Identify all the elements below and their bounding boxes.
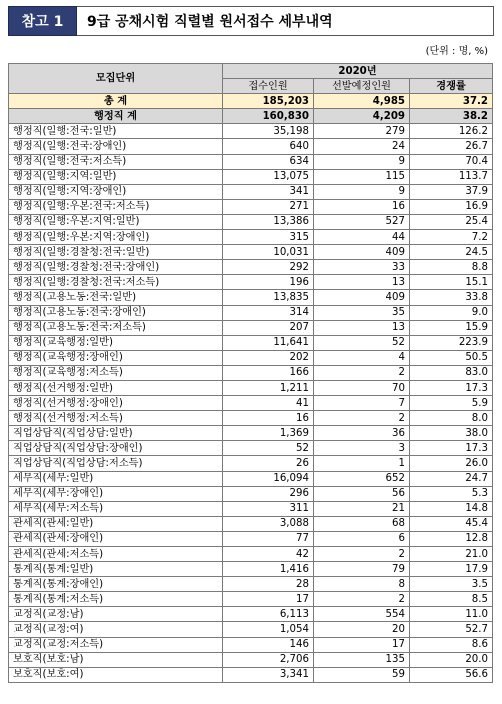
row-ratio: 9.0 <box>410 305 493 320</box>
row-ratio: 26.0 <box>410 456 493 471</box>
row-applicants: 13,835 <box>223 290 314 305</box>
row-name: 행정직(고용노동:전국:일반) <box>9 290 223 305</box>
row-name: 관세직(관세:일반) <box>9 516 223 531</box>
table-row <box>9 214 493 229</box>
row-ratio: 52.7 <box>410 622 493 637</box>
row-applicants: 634 <box>223 154 314 169</box>
row-ratio: 126.2 <box>410 124 493 139</box>
row-name: 세무직(세무:저소득) <box>9 501 223 516</box>
row-ratio: 223.9 <box>410 335 493 350</box>
row-planned: 279 <box>314 124 410 139</box>
table-row <box>9 441 493 456</box>
row-name: 행정직(선거행정:일반) <box>9 380 223 395</box>
table-row <box>9 607 493 622</box>
row-applicants: 77 <box>223 531 314 546</box>
row-ratio: 25.4 <box>410 214 493 229</box>
row-ratio: 38.0 <box>410 426 493 441</box>
row-ratio: 70.4 <box>410 154 493 169</box>
table-row <box>9 380 493 395</box>
column-header-applicants: 접수인원 <box>223 79 314 94</box>
row-ratio: 8.8 <box>410 260 493 275</box>
row-planned: 68 <box>314 516 410 531</box>
table-row <box>9 184 493 199</box>
row-name: 직업상담직(직업상담:저소득) <box>9 456 223 471</box>
subtotal-ratio: 38.2 <box>410 109 493 124</box>
row-planned: 2 <box>314 592 410 607</box>
row-applicants: 28 <box>223 577 314 592</box>
row-name: 관세직(관세:장애인) <box>9 531 223 546</box>
row-name: 보호직(보호:남) <box>9 652 223 667</box>
row-applicants: 166 <box>223 365 314 380</box>
total-ratio: 37.2 <box>410 94 493 109</box>
row-name: 행정직(일행:경찰청:전국:일반) <box>9 245 223 260</box>
table-row <box>9 456 493 471</box>
row-ratio: 21.0 <box>410 547 493 562</box>
row-name: 행정직(일행:경찰청:전국:장애인) <box>9 260 223 275</box>
row-applicants: 146 <box>223 637 314 652</box>
row-applicants: 35,198 <box>223 124 314 139</box>
row-name: 직업상담직(직업상담:일반) <box>9 426 223 441</box>
row-name: 행정직(고용노동:전국:저소득) <box>9 320 223 335</box>
table-row <box>9 139 493 154</box>
row-planned: 527 <box>314 214 410 229</box>
total-applicants: 185,203 <box>223 94 314 109</box>
row-planned: 409 <box>314 290 410 305</box>
row-name: 세무직(세무:일반) <box>9 471 223 486</box>
row-ratio: 50.5 <box>410 350 493 365</box>
row-planned: 4 <box>314 350 410 365</box>
row-ratio: 24.5 <box>410 245 493 260</box>
row-name: 행정직(일행:전국:저소득) <box>9 154 223 169</box>
row-planned: 652 <box>314 471 410 486</box>
total-planned: 4,985 <box>314 94 410 109</box>
table-row <box>9 245 493 260</box>
row-name: 교정직(교정:저소득) <box>9 637 223 652</box>
table-row <box>9 396 493 411</box>
row-applicants: 2,706 <box>223 652 314 667</box>
row-applicants: 3,341 <box>223 667 314 682</box>
row-applicants: 3,088 <box>223 516 314 531</box>
row-planned: 24 <box>314 139 410 154</box>
row-applicants: 1,416 <box>223 562 314 577</box>
row-planned: 115 <box>314 169 410 184</box>
row-planned: 9 <box>314 154 410 169</box>
row-name: 행정직(일행:우본:지역:일반) <box>9 214 223 229</box>
column-header-planned: 선발예정인원 <box>314 79 410 94</box>
row-name: 행정직(교육행정:장애인) <box>9 350 223 365</box>
row-ratio: 26.7 <box>410 139 493 154</box>
table-row <box>9 426 493 441</box>
row-applicants: 6,113 <box>223 607 314 622</box>
row-applicants: 17 <box>223 592 314 607</box>
row-applicants: 314 <box>223 305 314 320</box>
row-name: 통계직(통계:장애인) <box>9 577 223 592</box>
column-header-unit: 모집단위 <box>9 64 223 94</box>
row-applicants: 341 <box>223 184 314 199</box>
row-ratio: 17.9 <box>410 562 493 577</box>
row-applicants: 16,094 <box>223 471 314 486</box>
table-row <box>9 501 493 516</box>
table-row <box>9 667 493 682</box>
subtotal-applicants: 160,830 <box>223 109 314 124</box>
table-row <box>9 260 493 275</box>
row-name: 직업상담직(직업상담:장애인) <box>9 441 223 456</box>
reference-badge: 참고 1 <box>8 6 77 36</box>
row-ratio: 15.1 <box>410 275 493 290</box>
row-applicants: 52 <box>223 441 314 456</box>
row-applicants: 26 <box>223 456 314 471</box>
row-planned: 2 <box>314 411 410 426</box>
table-row <box>9 320 493 335</box>
row-applicants: 207 <box>223 320 314 335</box>
row-ratio: 113.7 <box>410 169 493 184</box>
header-row-year <box>9 64 493 79</box>
table-row <box>9 124 493 139</box>
application-table <box>8 63 493 683</box>
row-name: 행정직(일행:우본:지역:장애인) <box>9 230 223 245</box>
row-planned: 135 <box>314 652 410 667</box>
row-ratio: 8.0 <box>410 411 493 426</box>
row-planned: 6 <box>314 531 410 546</box>
row-planned: 7 <box>314 396 410 411</box>
row-ratio: 14.8 <box>410 501 493 516</box>
unit-note: (단위 : 명, %) <box>425 46 488 57</box>
table-row <box>9 275 493 290</box>
row-planned: 1 <box>314 456 410 471</box>
row-ratio: 3.5 <box>410 577 493 592</box>
row-name: 행정직(일행:우본:전국:저소득) <box>9 199 223 214</box>
row-planned: 2 <box>314 365 410 380</box>
table-row <box>9 350 493 365</box>
table-row <box>9 531 493 546</box>
row-name: 교정직(교정:남) <box>9 607 223 622</box>
table-row <box>9 577 493 592</box>
row-name: 행정직(일행:전국:일반) <box>9 124 223 139</box>
table-row <box>9 305 493 320</box>
table-row <box>9 622 493 637</box>
row-planned: 554 <box>314 607 410 622</box>
row-ratio: 5.3 <box>410 486 493 501</box>
total-label: 총 계 <box>9 94 223 109</box>
row-ratio: 16.9 <box>410 199 493 214</box>
row-planned: 17 <box>314 637 410 652</box>
row-name: 통계직(통계:저소득) <box>9 592 223 607</box>
row-name: 행정직(교육행정:저소득) <box>9 365 223 380</box>
row-applicants: 42 <box>223 547 314 562</box>
row-name: 행정직(일행:지역:장애인) <box>9 184 223 199</box>
total-row <box>9 94 493 109</box>
column-header-ratio: 경쟁률 <box>410 79 493 94</box>
row-planned: 21 <box>314 501 410 516</box>
row-planned: 3 <box>314 441 410 456</box>
row-planned: 409 <box>314 245 410 260</box>
row-applicants: 292 <box>223 260 314 275</box>
row-applicants: 1,211 <box>223 380 314 395</box>
row-planned: 79 <box>314 562 410 577</box>
row-name: 세무직(세무:장애인) <box>9 486 223 501</box>
row-name: 행정직(교육행정:일반) <box>9 335 223 350</box>
row-name: 행정직(일행:경찰청:전국:저소득) <box>9 275 223 290</box>
row-planned: 52 <box>314 335 410 350</box>
row-planned: 9 <box>314 184 410 199</box>
row-ratio: 12.8 <box>410 531 493 546</box>
table-row <box>9 335 493 350</box>
row-planned: 8 <box>314 577 410 592</box>
row-name: 통계직(통계:일반) <box>9 562 223 577</box>
row-ratio: 5.9 <box>410 396 493 411</box>
row-applicants: 13,075 <box>223 169 314 184</box>
row-planned: 16 <box>314 199 410 214</box>
row-ratio: 17.3 <box>410 380 493 395</box>
row-name: 교정직(교정:여) <box>9 622 223 637</box>
row-ratio: 37.9 <box>410 184 493 199</box>
row-name: 보호직(보호:여) <box>9 667 223 682</box>
row-ratio: 15.9 <box>410 320 493 335</box>
row-applicants: 10,031 <box>223 245 314 260</box>
table-row <box>9 592 493 607</box>
row-ratio: 33.8 <box>410 290 493 305</box>
table-row <box>9 516 493 531</box>
row-applicants: 202 <box>223 350 314 365</box>
row-planned: 44 <box>314 230 410 245</box>
row-planned: 56 <box>314 486 410 501</box>
row-planned: 35 <box>314 305 410 320</box>
row-applicants: 41 <box>223 396 314 411</box>
table-row <box>9 486 493 501</box>
row-ratio: 83.0 <box>410 365 493 380</box>
column-header-year: 2020년 <box>223 64 493 79</box>
row-planned: 13 <box>314 320 410 335</box>
row-applicants: 11,641 <box>223 335 314 350</box>
subtotal-planned: 4,209 <box>314 109 410 124</box>
row-applicants: 13,386 <box>223 214 314 229</box>
row-name: 행정직(일행:전국:장애인) <box>9 139 223 154</box>
row-name: 행정직(선거행정:저소득) <box>9 411 223 426</box>
row-planned: 2 <box>314 547 410 562</box>
row-name: 행정직(선거행정:장애인) <box>9 396 223 411</box>
row-ratio: 8.5 <box>410 592 493 607</box>
row-applicants: 271 <box>223 199 314 214</box>
row-ratio: 56.6 <box>410 667 493 682</box>
table-row <box>9 290 493 305</box>
row-planned: 70 <box>314 380 410 395</box>
section-header <box>8 6 494 36</box>
table-row <box>9 365 493 380</box>
row-name: 행정직(일행:지역:일반) <box>9 169 223 184</box>
row-ratio: 20.0 <box>410 652 493 667</box>
table-row <box>9 637 493 652</box>
row-applicants: 196 <box>223 275 314 290</box>
row-planned: 13 <box>314 275 410 290</box>
row-applicants: 1,369 <box>223 426 314 441</box>
subtotal-label: 행정직 계 <box>9 109 223 124</box>
row-applicants: 640 <box>223 139 314 154</box>
table-row <box>9 169 493 184</box>
table-row <box>9 199 493 214</box>
row-ratio: 8.6 <box>410 637 493 652</box>
row-applicants: 16 <box>223 411 314 426</box>
row-ratio: 7.2 <box>410 230 493 245</box>
row-planned: 59 <box>314 667 410 682</box>
table-row <box>9 547 493 562</box>
row-planned: 20 <box>314 622 410 637</box>
row-planned: 36 <box>314 426 410 441</box>
row-ratio: 17.3 <box>410 441 493 456</box>
table-row <box>9 471 493 486</box>
table-row <box>9 230 493 245</box>
row-ratio: 24.7 <box>410 471 493 486</box>
subtotal-row <box>9 109 493 124</box>
row-applicants: 311 <box>223 501 314 516</box>
row-ratio: 11.0 <box>410 607 493 622</box>
row-name: 관세직(관세:저소득) <box>9 547 223 562</box>
table-row <box>9 411 493 426</box>
row-ratio: 45.4 <box>410 516 493 531</box>
table-row <box>9 652 493 667</box>
row-applicants: 1,054 <box>223 622 314 637</box>
row-applicants: 296 <box>223 486 314 501</box>
row-planned: 33 <box>314 260 410 275</box>
table-row <box>9 562 493 577</box>
section-title: 9급 공채시험 직렬별 원서접수 세부내역 <box>77 6 494 36</box>
table-row <box>9 154 493 169</box>
row-name: 행정직(고용노동:전국:장애인) <box>9 305 223 320</box>
row-applicants: 315 <box>223 230 314 245</box>
